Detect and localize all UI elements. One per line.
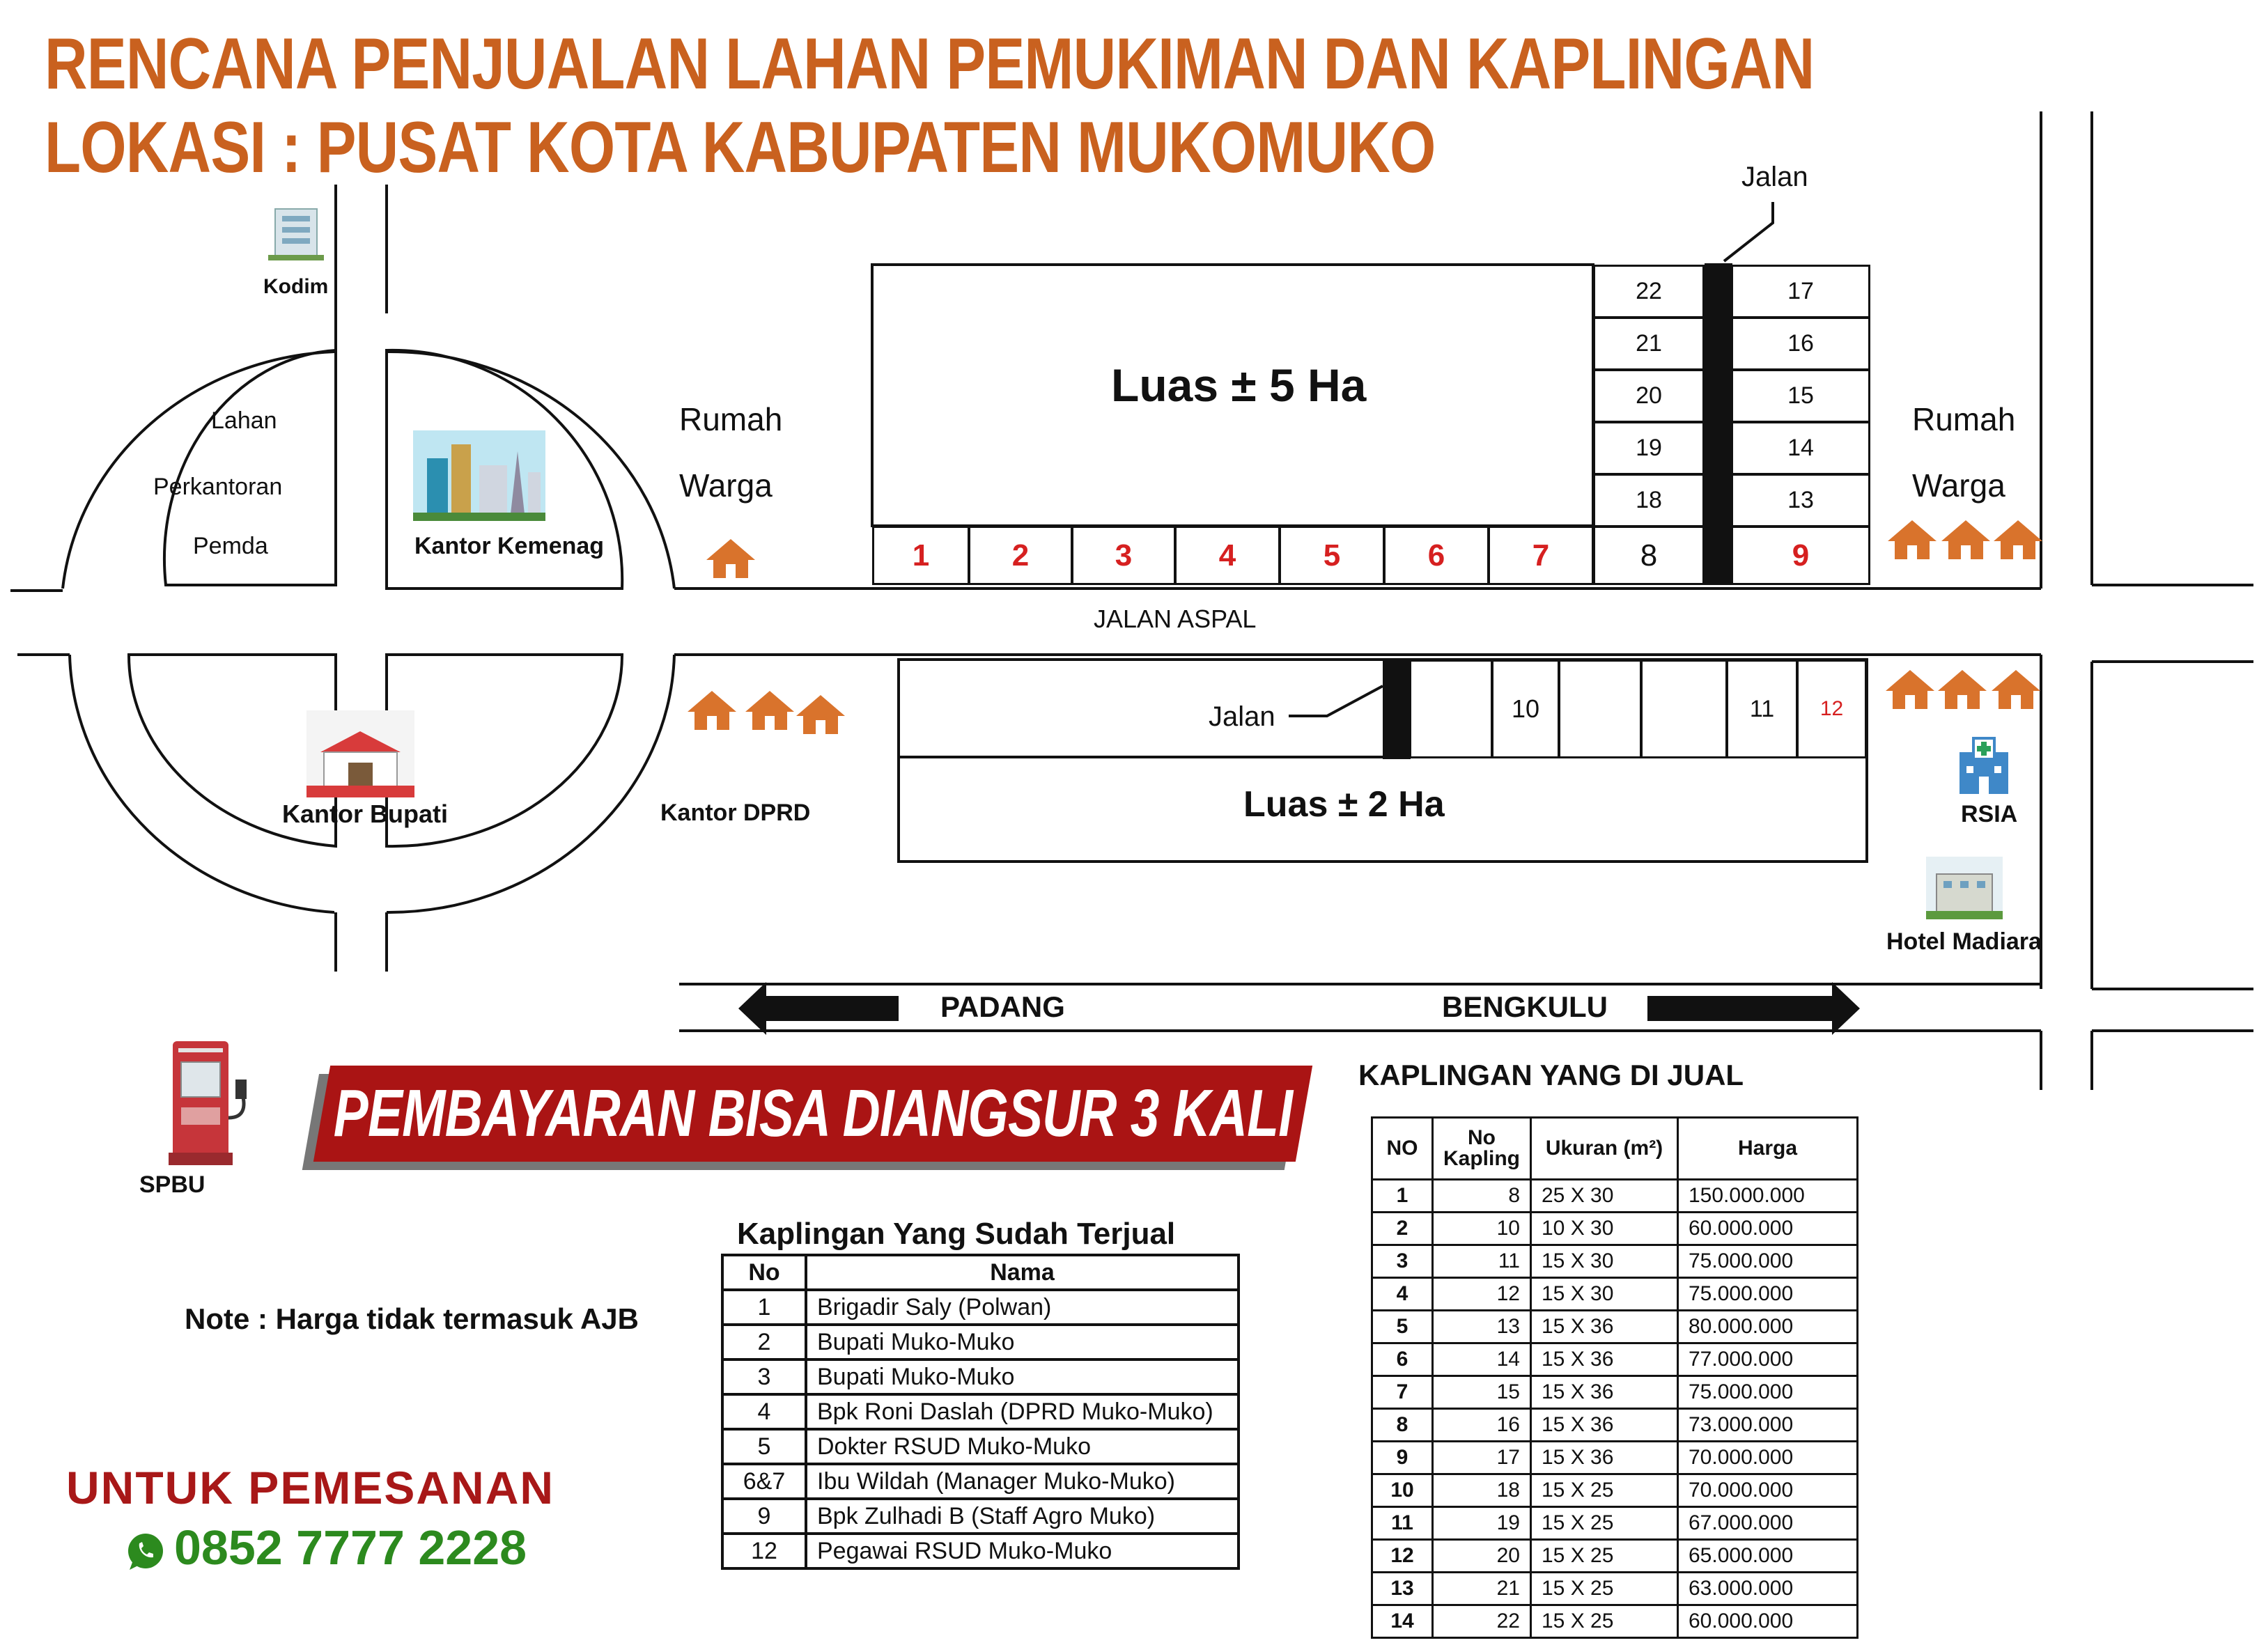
plot-13: 13 xyxy=(1731,474,1870,527)
plot-8: 8 xyxy=(1593,526,1705,585)
table-row: 5 Dokter RSUD Muko-Muko xyxy=(722,1429,1239,1464)
plot-6: 6 xyxy=(1383,526,1489,585)
perkantoran-label: Perkantoran xyxy=(153,474,283,500)
bengkulu-label: BENGKULU xyxy=(1442,990,1608,1023)
luas-5ha-label: Luas ± 5 Ha xyxy=(1111,359,1367,411)
table-row: 11 19 15 X 25 67.000.000 xyxy=(1372,1507,1858,1540)
warga-right-label: Warga xyxy=(1912,467,2005,504)
table-row: 9 Bpk Zulhadi B (Staff Agro Muko) xyxy=(722,1499,1239,1534)
map-title-line1: RENCANA PENJUALAN LAHAN PEMUKIMAN DAN KAPLINGAN xyxy=(45,24,1815,104)
map-title-line2: LOKASI : PUSAT KOTA KABUPATEN MUKOMUKO xyxy=(45,107,1436,188)
table-row: 12 20 15 X 25 65.000.000 xyxy=(1372,1540,1858,1573)
table-row: 4 Bpk Roni Daslah (DPRD Muko-Muko) xyxy=(722,1394,1239,1429)
kodim-building-icon xyxy=(268,195,324,265)
table-row: 4 12 15 X 30 75.000.000 xyxy=(1372,1278,1858,1311)
table-row: 1 8 25 X 30 150.000.000 xyxy=(1372,1180,1858,1213)
table-row: 2 Bupati Muko-Muko xyxy=(722,1325,1239,1359)
house-icon xyxy=(1992,519,2044,561)
rsia-label: RSIA xyxy=(1961,801,2018,827)
plot-lower-blank-1 xyxy=(1409,660,1493,758)
kodim-label: Kodim xyxy=(263,275,329,298)
sold-header-no: No xyxy=(722,1255,806,1290)
sale-table-title: KAPLINGAN YANG DI JUAL xyxy=(1358,1059,1744,1091)
sale-header-ukuran: Ukuran (m²) xyxy=(1531,1118,1678,1180)
table-row: 7 15 15 X 36 75.000.000 xyxy=(1372,1376,1858,1409)
plot-7: 7 xyxy=(1488,526,1594,585)
pemda-label: Pemda xyxy=(193,533,268,559)
lahan-label: Lahan xyxy=(211,407,277,434)
rsia-hospital-icon xyxy=(1956,735,2012,797)
table-row: 8 16 15 X 36 73.000.000 xyxy=(1372,1409,1858,1442)
plot-5: 5 xyxy=(1279,526,1385,585)
rumah-left-label: Rumah xyxy=(679,401,783,437)
table-row: 2 10 10 X 30 60.000.000 xyxy=(1372,1213,1858,1245)
plot-4: 4 xyxy=(1174,526,1280,585)
jalan-top-label: Jalan xyxy=(1741,162,1808,192)
table-row: 12 Pegawai RSUD Muko-Muko xyxy=(722,1534,1239,1568)
plot-22: 22 xyxy=(1593,265,1705,318)
roundabout-arc-bl xyxy=(70,655,334,912)
plot-1: 1 xyxy=(872,526,970,585)
kantor-dprd-label: Kantor DPRD xyxy=(660,800,811,826)
kemenag-building-icon xyxy=(413,430,545,521)
table-row: 10 18 15 X 25 70.000.000 xyxy=(1372,1474,1858,1507)
table-row: 6 14 15 X 36 77.000.000 xyxy=(1372,1343,1858,1376)
plot-11: 11 xyxy=(1726,660,1798,758)
sale-header-harga: Harga xyxy=(1678,1118,1858,1180)
plot-14: 14 xyxy=(1731,421,1870,475)
plot-12: 12 xyxy=(1796,660,1867,758)
installment-banner-text: PEMBAYARAN BISA DIANGSUR 3 KALI xyxy=(333,1076,1293,1151)
hotel-label: Hotel Madiara xyxy=(1886,928,2042,955)
padang-label: PADANG xyxy=(940,990,1065,1023)
house-icon xyxy=(705,538,756,579)
house-icon xyxy=(1937,669,1988,710)
luas-2ha-label: Luas ± 2 Ha xyxy=(1243,784,1445,825)
house-icon xyxy=(1886,519,1938,561)
house-icon xyxy=(1940,519,1992,561)
rumah-right-label: Rumah xyxy=(1912,401,2016,437)
price-note: Note : Harga tidak termasuk AJB xyxy=(185,1302,639,1335)
kantor-bupati-label: Kantor Bupati xyxy=(282,800,448,828)
house-icon xyxy=(744,689,796,731)
order-label: UNTUK PEMESANAN xyxy=(66,1462,555,1513)
jalan-aspal-label: JALAN ASPAL xyxy=(1094,605,1257,633)
sold-table-title: Kaplingan Yang Sudah Terjual xyxy=(737,1217,1176,1251)
plot-19: 19 xyxy=(1593,421,1705,475)
kantor-kemenag-label: Kantor Kemenag xyxy=(414,533,605,559)
plot-18: 18 xyxy=(1593,474,1705,527)
whatsapp-icon xyxy=(125,1531,166,1571)
plot-10: 10 xyxy=(1491,660,1560,758)
phone-number: 0852 7777 2228 xyxy=(174,1520,527,1575)
jalan-mid-label: Jalan xyxy=(1209,701,1275,732)
plot-lower-blank-2 xyxy=(1558,660,1642,758)
plot-16: 16 xyxy=(1731,317,1870,371)
plot-17: 17 xyxy=(1731,265,1870,318)
spbu-label: SPBU xyxy=(139,1171,205,1198)
warga-left-label: Warga xyxy=(679,467,773,504)
table-row: 6&7 Ibu Wildah (Manager Muko-Muko) xyxy=(722,1464,1239,1499)
table-row: 9 17 15 X 36 70.000.000 xyxy=(1372,1442,1858,1474)
house-icon xyxy=(795,694,846,735)
plot-9: 9 xyxy=(1731,526,1870,585)
house-icon xyxy=(1884,669,1936,710)
table-row: 1 Brigadir Saly (Polwan) xyxy=(722,1290,1239,1325)
installment-banner xyxy=(322,1066,1304,1162)
hotel-building-icon xyxy=(1926,857,2003,919)
table-row: 3 11 15 X 30 75.000.000 xyxy=(1372,1245,1858,1278)
house-icon xyxy=(1990,669,2042,710)
plot-15: 15 xyxy=(1731,369,1870,423)
table-row: 3 Bupati Muko-Muko xyxy=(722,1359,1239,1394)
sale-header-no: NO xyxy=(1372,1118,1433,1180)
house-icon xyxy=(686,689,738,731)
table-row: 5 13 15 X 36 80.000.000 xyxy=(1372,1311,1858,1343)
roundabout-arc-br xyxy=(387,655,674,912)
plot-lower-blank-3 xyxy=(1640,660,1728,758)
table-row: 14 22 15 X 25 60.000.000 xyxy=(1372,1605,1858,1638)
fuel-pump-icon xyxy=(166,1041,256,1167)
sale-table xyxy=(1371,1116,1858,1639)
plot-20: 20 xyxy=(1593,369,1705,423)
plot-21: 21 xyxy=(1593,317,1705,371)
sale-header-kapling: No Kapling xyxy=(1433,1118,1531,1180)
table-row: 13 21 15 X 25 63.000.000 xyxy=(1372,1573,1858,1605)
bupati-building-icon xyxy=(306,710,414,797)
sold-table xyxy=(721,1254,1240,1570)
plot-2: 2 xyxy=(968,526,1073,585)
sold-header-nama: Nama xyxy=(806,1255,1239,1290)
plot-3: 3 xyxy=(1071,526,1176,585)
